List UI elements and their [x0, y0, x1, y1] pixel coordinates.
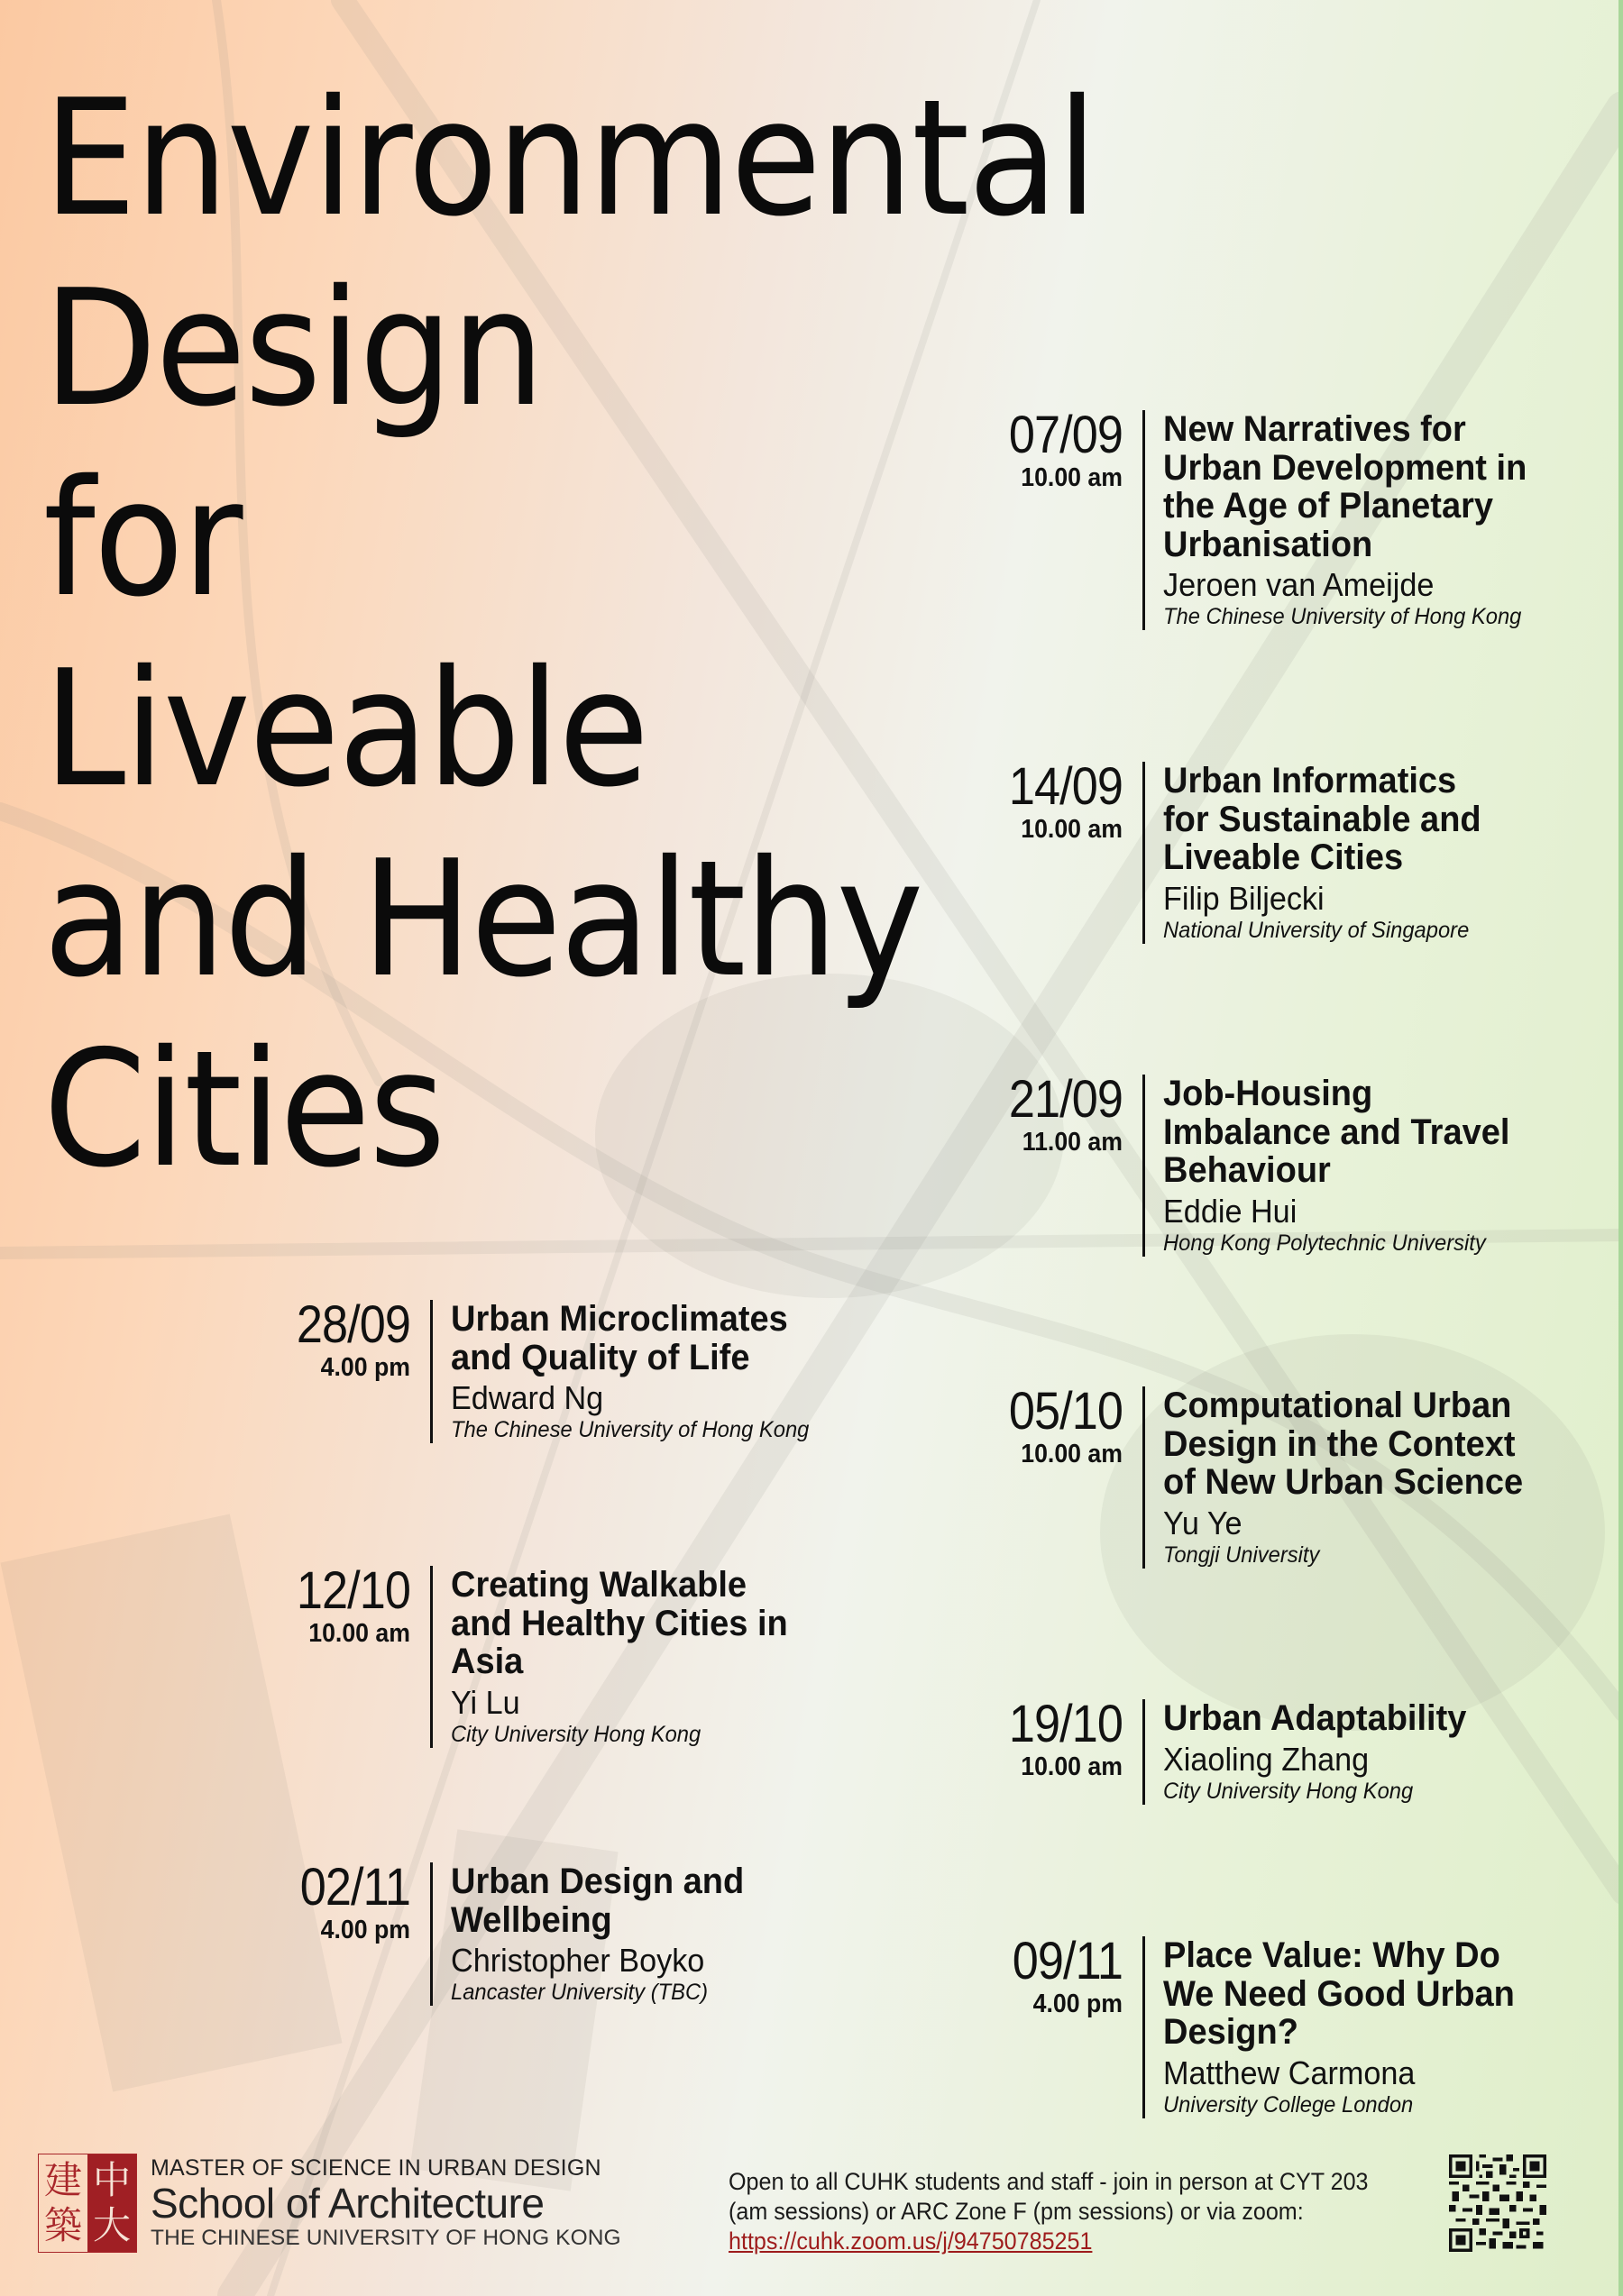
event-entry — [978, 1932, 1533, 2118]
event-topic: Behaviour — [1163, 1150, 1331, 1190]
divider — [430, 1300, 433, 1443]
event-when — [978, 1695, 1123, 1805]
divider — [1142, 410, 1145, 630]
event-time: 10.00 am — [1021, 1752, 1123, 1781]
event-entry — [978, 757, 1498, 944]
event-topic: Asia — [451, 1642, 524, 1681]
programme-name: MASTER OF SCIENCE IN URBAN DESIGN — [151, 2155, 601, 2181]
event-topic: New Narratives for — [1163, 409, 1466, 449]
divider — [430, 1862, 433, 2006]
event-date: 19/10 — [1008, 1695, 1123, 1753]
divider — [1142, 1386, 1145, 1569]
logo-right-half — [87, 2154, 136, 2252]
event-info — [451, 1300, 828, 1443]
zoom-link[interactable]: https://cuhk.zoom.us/j/94750785251 — [729, 2227, 1093, 2255]
event-date: 07/09 — [1008, 406, 1123, 464]
event-topic: Job-Housing — [1163, 1074, 1373, 1113]
event-when — [978, 406, 1123, 630]
event-topic: Urban Microclimates — [451, 1299, 788, 1339]
event-time: 4.00 pm — [320, 1353, 410, 1382]
event-info — [451, 1862, 759, 2006]
event-speaker: Yu Ye — [1163, 1504, 1242, 1541]
event-topic: We Need Good Urban — [1163, 1973, 1515, 2014]
event-info — [1163, 1075, 1528, 1257]
event-date: 12/10 — [296, 1561, 410, 1620]
event-topic: and Quality of Life — [451, 1337, 750, 1377]
title-line: Design — [43, 255, 544, 442]
event-topic: Creating Walkable — [451, 1565, 747, 1605]
event-topic: Place Value: Why Do — [1163, 1935, 1500, 1975]
event-date: 21/09 — [1008, 1070, 1123, 1129]
event-topic: Urbanisation — [1163, 524, 1373, 564]
event-topic: Urban Informatics — [1163, 761, 1457, 800]
event-topic: Urban Design and — [451, 1861, 745, 1901]
divider — [1142, 762, 1145, 944]
event-affiliation: The Chinese University of Hong Kong — [451, 1417, 810, 1442]
event-topic: Urban Development in — [1163, 447, 1527, 488]
event-affiliation: City University Hong Kong — [451, 1721, 701, 1747]
event-info — [1163, 1936, 1533, 2118]
event-when — [978, 1070, 1123, 1257]
event-topic: Design in the Context — [1163, 1423, 1516, 1464]
title-line: and Healthy — [43, 826, 922, 1012]
divider — [1142, 1936, 1145, 2118]
event-topic: the Age of Planetary — [1163, 486, 1494, 526]
event-time: 11.00 am — [1022, 1128, 1123, 1157]
event-when — [978, 757, 1123, 944]
attendance-notice — [729, 2167, 1369, 2256]
event-affiliation: University College London — [1163, 2091, 1414, 2118]
event-info — [451, 1566, 805, 1748]
event-info — [1163, 1699, 1482, 1805]
event-info — [1163, 410, 1546, 630]
event-speaker: Edward Ng — [451, 1379, 604, 1416]
event-speaker: Filip Biljecki — [1163, 879, 1325, 917]
title-line: for — [43, 445, 242, 632]
event-info — [1163, 1386, 1542, 1569]
event-time: 10.00 am — [1021, 463, 1123, 492]
event-affiliation: City University Hong Kong — [1163, 1778, 1414, 1804]
event-entry — [978, 1695, 1482, 1805]
event-affiliation: The Chinese University of Hong Kong — [1163, 604, 1522, 629]
event-affiliation: Tongji University — [1163, 1541, 1320, 1568]
event-topic: Urban Adaptability — [1163, 1698, 1467, 1738]
right-edge-stripe — [1618, 0, 1623, 2296]
event-topic: Liveable Cities — [1163, 837, 1404, 877]
event-date: 05/10 — [1008, 1382, 1123, 1441]
event-speaker: Yi Lu — [451, 1683, 520, 1721]
event-speaker: Jeroen van Ameijde — [1163, 566, 1435, 603]
event-speaker: Xiaoling Zhang — [1163, 1740, 1370, 1778]
title-line: Environmental — [43, 65, 1096, 252]
event-entry — [978, 406, 1546, 630]
event-date: 09/11 — [1012, 1932, 1123, 1990]
event-when — [264, 1561, 410, 1748]
event-entry — [978, 1382, 1542, 1569]
event-date: 02/11 — [299, 1858, 410, 1916]
divider — [1142, 1699, 1145, 1805]
logo-char: 建 — [43, 2158, 82, 2202]
event-entry — [264, 1561, 805, 1748]
logo-char: 中 — [92, 2158, 131, 2202]
event-topic: of New Urban Science — [1163, 1462, 1524, 1502]
event-time: 10.00 am — [1021, 1440, 1123, 1468]
event-date: 14/09 — [1008, 757, 1123, 816]
event-topic: Imbalance and Travel — [1163, 1111, 1510, 1152]
event-when — [978, 1932, 1123, 2118]
logo-char: 大 — [92, 2203, 131, 2247]
divider — [430, 1566, 433, 1748]
event-when — [264, 1295, 410, 1443]
event-speaker: Christopher Boyko — [451, 1942, 705, 1979]
logo-char: 築 — [43, 2203, 82, 2247]
event-topic: for Sustainable and — [1163, 799, 1481, 839]
title-line: Cities — [43, 1016, 445, 1203]
university-name: THE CHINESE UNIVERSITY OF HONG KONG — [151, 2226, 621, 2250]
event-entry — [264, 1858, 759, 2006]
notice-line: Open to all CUHK students and staff - join in person at CYT 203 — [729, 2168, 1369, 2195]
event-time: 10.00 am — [1021, 815, 1123, 844]
event-topic: and Healthy Cities in — [451, 1603, 788, 1643]
event-when — [264, 1858, 410, 2006]
event-date: 28/09 — [296, 1295, 410, 1354]
school-name: School of Architecture — [151, 2180, 545, 2227]
event-when — [978, 1382, 1123, 1569]
school-block — [151, 2155, 621, 2251]
event-entry — [978, 1070, 1528, 1257]
poster-title — [43, 63, 1096, 1204]
qr-code-icon[interactable] — [1449, 2154, 1546, 2252]
cuhk-architecture-logo — [38, 2154, 137, 2253]
event-time: 4.00 pm — [320, 1916, 410, 1944]
event-time: 4.00 pm — [1032, 1990, 1123, 2018]
notice-line: (am sessions) or ARC Zone F (pm sessions) or via zoom: — [729, 2198, 1304, 2225]
event-topic: Design? — [1163, 2012, 1298, 2052]
event-info — [1163, 762, 1498, 944]
logo-left-half — [39, 2154, 87, 2252]
event-affiliation: Hong Kong Polytechnic University — [1163, 1230, 1486, 1256]
event-topic: Wellbeing — [451, 1899, 612, 1940]
event-speaker: Matthew Carmona — [1163, 2054, 1416, 2091]
event-time: 10.00 am — [308, 1619, 410, 1648]
event-speaker: Eddie Hui — [1163, 1192, 1297, 1230]
divider — [1142, 1075, 1145, 1257]
event-affiliation: Lancaster University (TBC) — [451, 1980, 709, 2005]
event-entry — [264, 1295, 828, 1443]
event-affiliation: National University of Singapore — [1163, 917, 1470, 943]
event-topic: Computational Urban — [1163, 1386, 1512, 1425]
title-line: Liveable — [43, 636, 648, 822]
